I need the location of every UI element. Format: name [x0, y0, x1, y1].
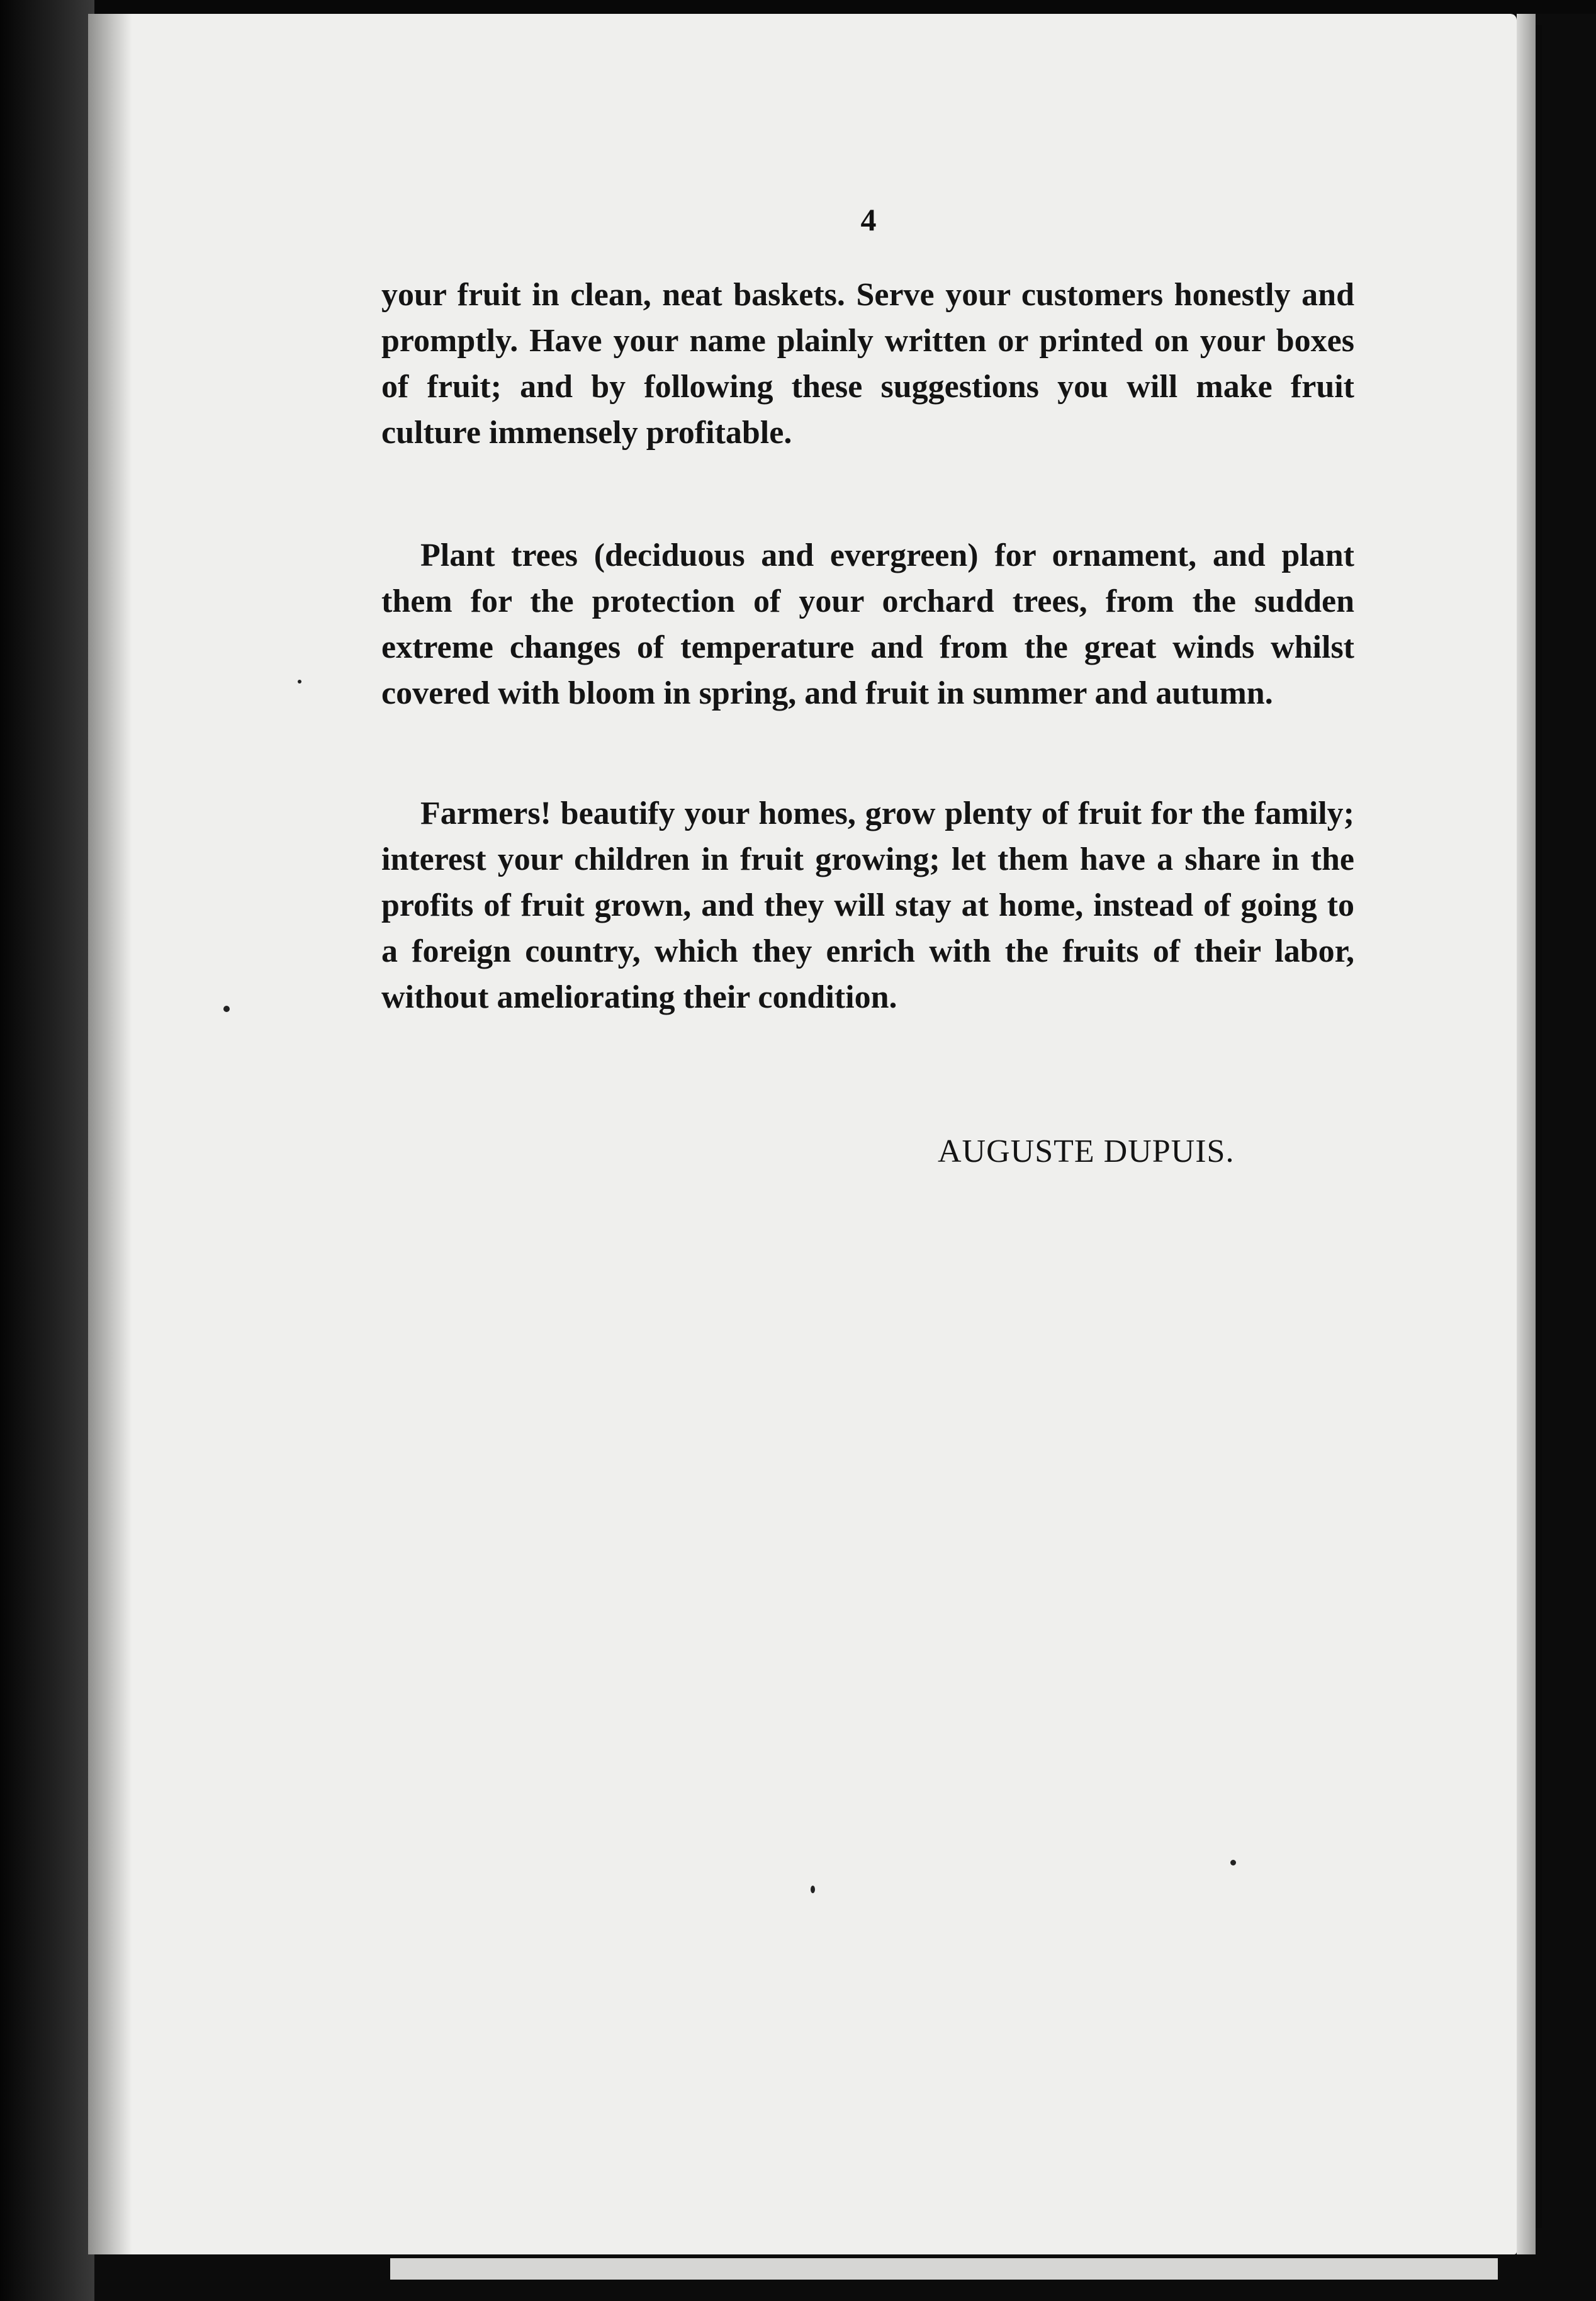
scan-right-border [1536, 25, 1542, 2228]
scan-speck [811, 1886, 815, 1893]
paragraph-2: Plant trees (deciduous and evergreen) for ornament, and plant them for the protection of your orchard trees, from the sudden extreme changes of temperature and from the great winds whilst covered with bloom in spring, and fruit in summer and autumn. [381, 537, 1354, 711]
paragraph-1: your fruit in clean, neat baskets. Serve your customers honestly and promptly. Have your name plainly written or printed on your boxes of fruit; and by following these suggestions you will make fruit culture immensely profitable. [381, 277, 1354, 451]
scan-top-edge [94, 0, 1596, 14]
page-right-edge [1517, 14, 1536, 2254]
author-signature: AUGUSTE DUPUIS. [938, 1134, 1235, 1169]
page-bottom-strip [390, 2258, 1498, 2280]
book-binding [0, 0, 94, 2301]
page-number: 4 [860, 202, 877, 237]
gutter-shadow [88, 14, 132, 2254]
scan-speck [1230, 1860, 1236, 1865]
scan-speck [223, 1006, 230, 1012]
paragraph-3: Farmers! beautify your homes, grow plenty of fruit for the family; interest your children in fruit growing; let them have a share in the profits of fruit grown, and they will stay at home, instead of going to a foreign country, which they enrich with the fruits of their labor, without ameliorating their condition. [381, 796, 1354, 1015]
scan-speck [298, 680, 301, 684]
